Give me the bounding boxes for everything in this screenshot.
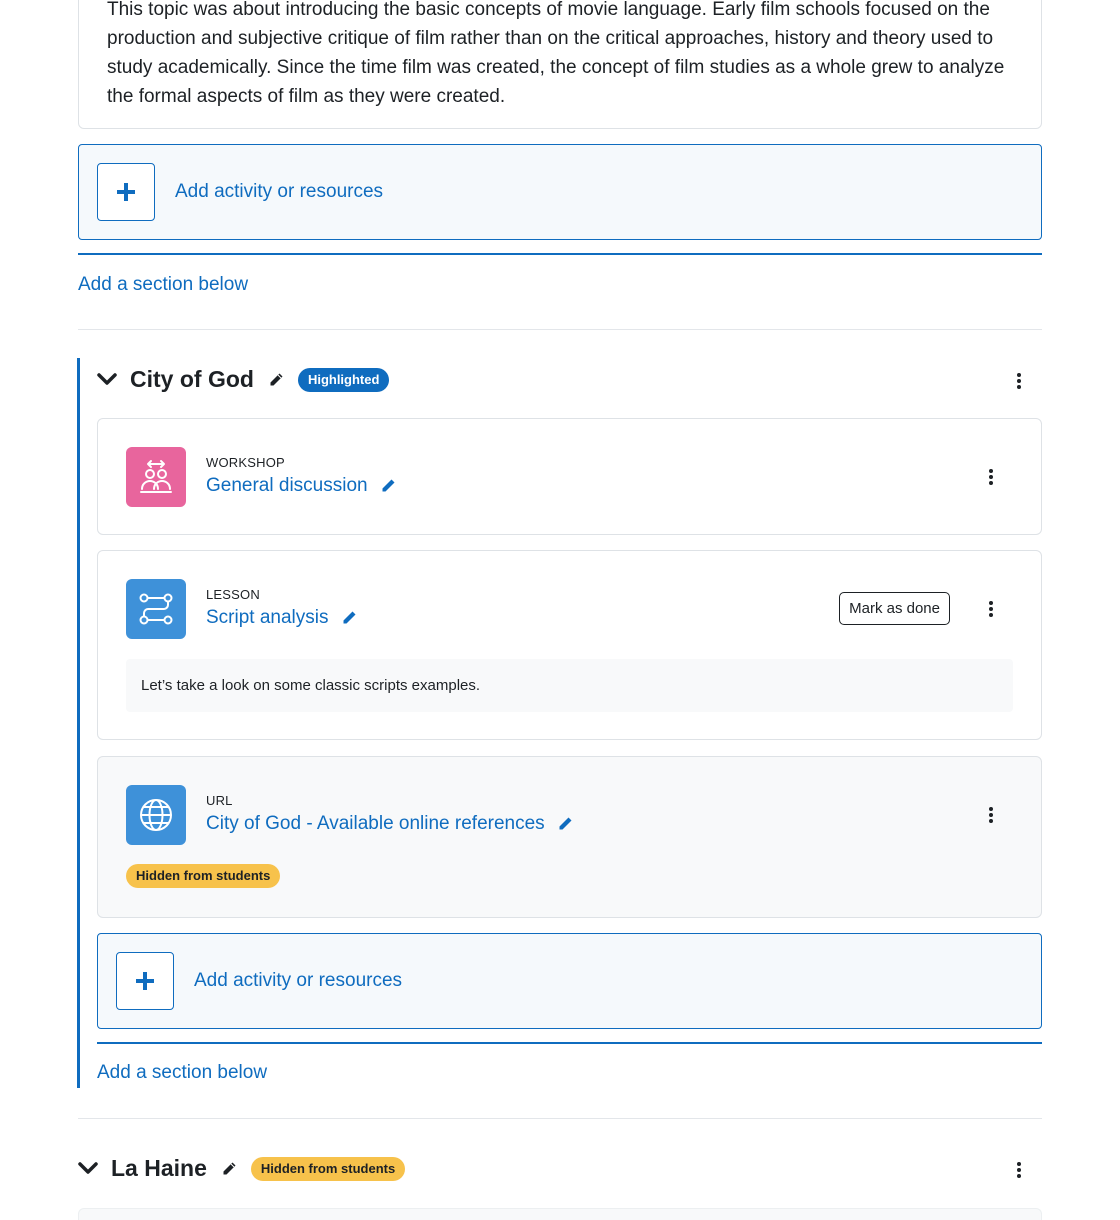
pencil-icon[interactable] [341,610,357,626]
add-activity-label: Add activity or resources [175,181,384,202]
pencil-icon[interactable] [268,372,284,388]
activity-lesson [97,550,1042,740]
mark-as-done-button[interactable]: Mark as done [839,592,950,625]
section-title: La Haine [111,1155,207,1181]
pencil-icon[interactable] [380,478,396,494]
activity-description: Let’s take a look on some classic scripts examples. [126,659,1013,712]
section-separator [78,329,1042,330]
plus-icon [115,181,137,203]
activity-type: LESSON [206,587,260,602]
section-menu-icon[interactable] [1009,1159,1029,1181]
add-activity-label: Add activity or resources [194,970,403,991]
activity-link[interactable] [206,813,573,835]
section-divider [78,253,1042,255]
section-summary-card [78,0,1042,129]
lesson-icon [126,579,186,639]
activity-type: URL [206,793,233,808]
add-activity-button[interactable] [78,144,1042,240]
add-box [116,952,174,1010]
section-summary-text: This topic was about introducing the basic concepts of movie language. Early film schools focused on the production and subjective critique of film rather than on the critical approaches, history and theory used to study academically. Since the time film was created, the concept of film studies as a whole grew to analyze the formal aspects of film as they were created. [107,0,1005,107]
add-activity-button[interactable] [97,933,1042,1029]
activity-url [97,756,1042,918]
add-box [97,163,155,221]
highlight-bar [77,358,80,1088]
activity-menu-icon[interactable] [981,804,1001,826]
highlighted-badge: Highlighted [298,368,390,392]
section-header-la-haine [77,1155,405,1182]
activity-menu-icon[interactable] [981,598,1001,620]
add-section-below-link[interactable]: Add a section below [97,1062,268,1083]
section-separator [78,1118,1042,1119]
add-section-below-link[interactable]: Add a section below [78,274,249,295]
section-divider [97,1042,1042,1044]
section-menu-icon[interactable] [1009,370,1029,392]
chevron-down-icon[interactable] [77,1158,99,1180]
next-section-card [78,1208,1042,1220]
activity-workshop [97,418,1042,535]
activity-name: Script analysis [206,607,329,628]
section-header-city-of-god [96,366,389,393]
hidden-from-students-badge: Hidden from students [251,1157,405,1181]
hidden-from-students-badge: Hidden from students [126,864,280,888]
section-title: City of God [130,366,254,392]
workshop-icon [126,447,186,507]
activity-link[interactable] [206,607,357,629]
pencil-icon[interactable] [221,1161,237,1177]
activity-type: WORKSHOP [206,455,285,470]
globe-icon [126,785,186,845]
activity-name: General discussion [206,475,368,496]
pencil-icon[interactable] [557,816,573,832]
plus-icon [134,970,156,992]
chevron-down-icon[interactable] [96,369,118,391]
activity-name: City of God - Available online references [206,813,545,834]
activity-menu-icon[interactable] [981,466,1001,488]
activity-link[interactable] [206,475,396,497]
